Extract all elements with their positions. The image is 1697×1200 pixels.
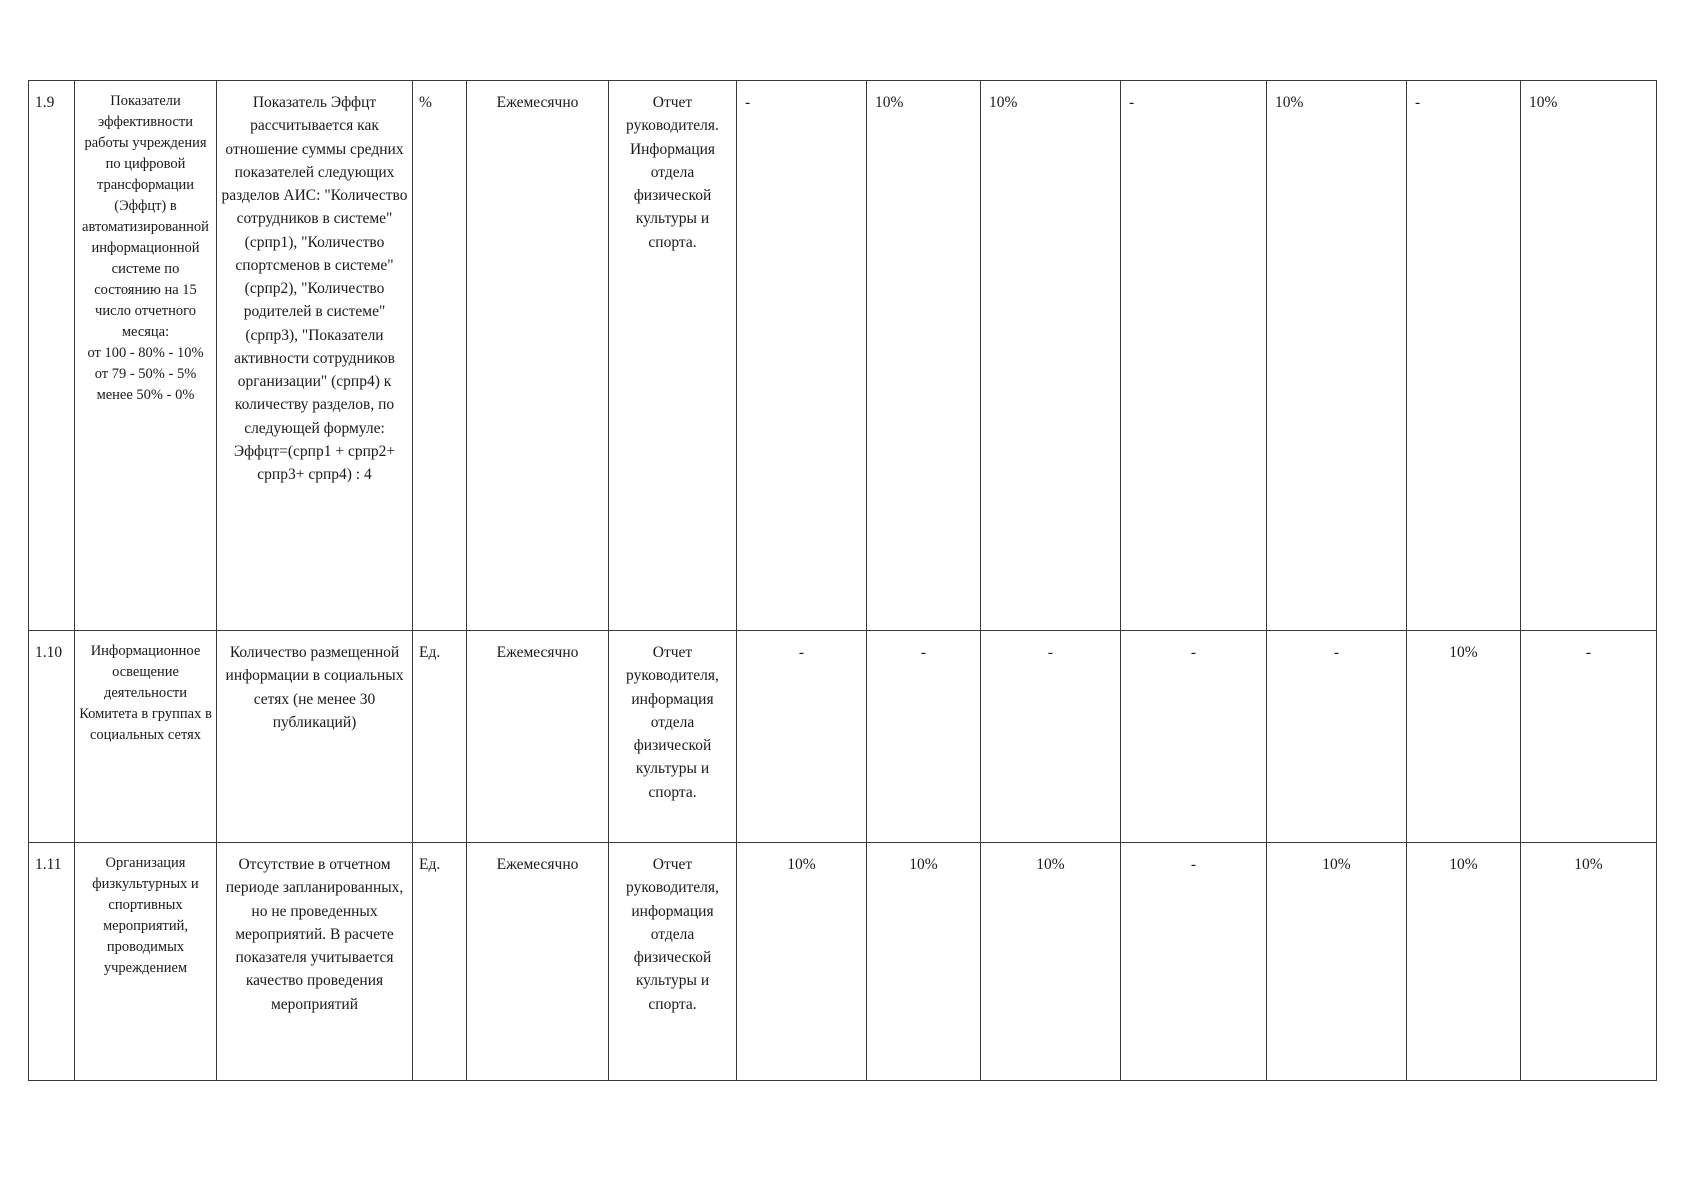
value-cell: 10% — [867, 843, 981, 1081]
value-cell: - — [1521, 631, 1657, 843]
value-cell: 10% — [1267, 81, 1407, 631]
value-cell: - — [737, 81, 867, 631]
value-cell: 10% — [737, 843, 867, 1081]
data-source: Отчет руководителя, информация отдела физической культуры и спорта. — [609, 631, 737, 843]
row-number: 1.11 — [29, 843, 75, 1081]
value-cell: - — [981, 631, 1121, 843]
table-row — [29, 631, 1657, 843]
indicator-name: Организация физкультурных и спортивных мероприятий, проводимых учреждением — [75, 843, 217, 1081]
value-cell: 10% — [981, 81, 1121, 631]
unit-of-measure: Ед. — [413, 631, 467, 843]
table-row — [29, 81, 1657, 631]
calculation-method — [217, 81, 413, 631]
data-source: Отчет руководителя. Информация отдела физической культуры и спорта. — [609, 81, 737, 631]
value-cell: - — [1121, 631, 1267, 843]
value-cell: - — [737, 631, 867, 843]
frequency: Ежемесячно — [467, 843, 609, 1081]
indicators-table — [28, 80, 1657, 1081]
table-row — [29, 843, 1657, 1081]
value-cell: 10% — [1521, 81, 1657, 631]
frequency: Ежемесячно — [467, 81, 609, 631]
frequency: Ежемесячно — [467, 631, 609, 843]
row-number: 1.9 — [29, 81, 75, 631]
calculation-method-text: Показатель Эффцт рассчитывается как отношение суммы средних показателей следующих разделов АИС: "Количество сотрудников в системе" (српр1), "Количество спортсменов в системе" (српр2), "Количество родителей в системе" (српр3), "Показатели активности сотрудников организации" (српр4) к количеству разделов, по следующей формуле: Эффцт=(српр1 + српр2+ српр3+ српр4) : 4 — [221, 94, 408, 483]
value-cell: - — [1121, 843, 1267, 1081]
value-cell: - — [1121, 81, 1267, 631]
value-cell: 10% — [1407, 843, 1521, 1081]
value-cell: 10% — [867, 81, 981, 631]
value-cell: - — [867, 631, 981, 843]
calculation-method: Отсутствие в отчетном периоде запланированных, но не проведенных мероприятий. В расчете показателя учитывается качество проведения мероприятий — [217, 843, 413, 1081]
unit-of-measure: Ед. — [413, 843, 467, 1081]
indicator-name: Информационное освещение деятельности Комитета в группах в социальных сетях — [75, 631, 217, 843]
indicator-name-text: Показатели эффективности работы учреждения по цифровой трансформации (Эффцт) в автоматизированной информационной системе по состоянию на 15 число отчетного месяца: от 100 - 80% - 10% от 79 - 50% - 5% менее 50% - 0% — [82, 93, 209, 404]
value-cell: 10% — [981, 843, 1121, 1081]
unit-of-measure: % — [413, 81, 467, 631]
indicator-name — [75, 81, 217, 631]
value-cell: - — [1267, 631, 1407, 843]
value-cell: 10% — [1521, 843, 1657, 1081]
value-cell: 10% — [1267, 843, 1407, 1081]
value-cell: - — [1407, 81, 1521, 631]
row-number: 1.10 — [29, 631, 75, 843]
data-source: Отчет руководителя, информация отдела физической культуры и спорта. — [609, 843, 737, 1081]
value-cell: 10% — [1407, 631, 1521, 843]
calculation-method: Количество размещенной информации в социальных сетях (не менее 30 публикаций) — [217, 631, 413, 843]
